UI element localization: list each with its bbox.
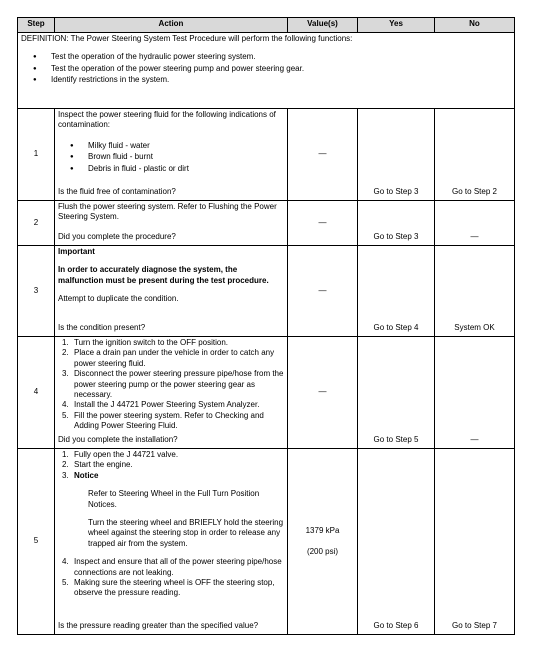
header-row	[18, 18, 515, 33]
no-cell: —	[435, 337, 515, 449]
yes-cell: Go to Step 4	[358, 246, 435, 337]
no-cell: System OK	[435, 246, 515, 337]
action-question: Is the pressure reading greater than the specified value?	[58, 620, 259, 630]
definition-list	[21, 52, 511, 85]
important-label: Important	[58, 247, 95, 256]
list-item: 2. Place a drain pan under the vehicle in order to catch any power steering fluid.	[62, 348, 275, 368]
yes-cell: Go to Step 5	[358, 337, 435, 449]
action-question: Is the fluid free of contamination?	[58, 186, 176, 196]
action-intro: Inspect the power steering fluid for the following indications of contamination:	[58, 110, 276, 130]
no-cell: Go to Step 2	[435, 109, 515, 201]
yes-cell: Go to Step 6	[358, 449, 435, 635]
table-row-step-2	[18, 201, 515, 246]
list-item: 1. Turn the ignition switch to the OFF position.	[62, 338, 228, 347]
list-item: 4. Install the J 44721 Power Steering System Analyzer.	[62, 400, 260, 410]
definition-text: DEFINITION: The Power Steering System Test Procedure will perform the following functions:	[21, 34, 353, 43]
value-cell: —	[288, 337, 358, 449]
step-number: 5	[18, 449, 55, 635]
value-cell: —	[288, 201, 358, 246]
list-item: 5. Making sure the steering wheel is OFF the steering stop, observe the pressure reading.	[62, 577, 275, 598]
diagnostic-table-document	[17, 17, 514, 635]
action-question: Is the condition present?	[58, 322, 146, 332]
value-cell: —	[288, 246, 358, 337]
yes-cell: Go to Step 3	[358, 109, 435, 201]
header-action: Action	[55, 18, 288, 33]
contamination-item: ● Milky fluid - water	[58, 141, 284, 151]
contamination-list	[58, 141, 284, 174]
pressure-psi: (200 psi)	[306, 546, 339, 556]
contamination-item: ● Brown fluid - burnt	[58, 152, 284, 162]
definition-row	[18, 33, 515, 109]
step-number: 2	[18, 201, 55, 246]
step-number: 1	[18, 109, 55, 201]
step-number: 4	[18, 337, 55, 449]
list-item: 5. Fill the power steering system. Refer to Checking and Adding Power Steering Fluid.	[62, 410, 264, 431]
value-cell: —	[288, 109, 358, 201]
header-step: Step	[18, 18, 55, 33]
definition-item: ● Identify restrictions in the system.	[21, 75, 511, 85]
definition-item: ● Test the operation of the hydraulic power steering system.	[21, 52, 511, 62]
header-yes: Yes	[358, 18, 435, 33]
pressure-steps-list	[58, 450, 284, 481]
notice-text: Refer to Steering Wheel in the Full Turn Position Notices.	[88, 489, 260, 509]
header-values: Value(s)	[288, 18, 358, 33]
notice-label: Notice	[74, 470, 99, 480]
pressure-steps-list-continued	[58, 557, 284, 599]
install-steps-list	[58, 338, 284, 432]
action-cell	[55, 449, 288, 635]
step-number: 3	[18, 246, 55, 337]
list-item: 1. Fully open the J 44721 valve.	[62, 450, 179, 459]
list-item: 2. Start the engine.	[62, 460, 133, 470]
action-question: Did you complete the procedure?	[58, 231, 176, 241]
table-row-step-4	[18, 337, 515, 449]
definition-cell	[18, 33, 515, 109]
important-text: In order to accurately diagnose the system, the malfunction must be present during the test procedure.	[58, 265, 269, 285]
table-row-step-5	[18, 449, 515, 635]
value-cell	[288, 449, 358, 635]
action-question: Did you complete the installation?	[58, 434, 178, 444]
table-row-step-1	[18, 109, 515, 201]
contamination-item: ● Debris in fluid - plastic or dirt	[58, 164, 284, 174]
table-row-step-3	[18, 246, 515, 337]
action-cell	[55, 109, 288, 201]
list-item: 3. Notice	[62, 470, 99, 480]
yes-cell: Go to Step 3	[358, 201, 435, 246]
header-no: No	[435, 18, 515, 33]
definition-item: ● Test the operation of the power steering pump and power steering gear.	[21, 64, 511, 74]
action-intro: Attempt to duplicate the condition.	[58, 294, 179, 304]
no-cell: Go to Step 7	[435, 449, 515, 635]
action-cell	[55, 337, 288, 449]
no-cell: —	[435, 201, 515, 246]
pressure-kpa: 1379 kPa	[305, 526, 340, 536]
diagnostic-table	[17, 17, 515, 635]
list-item: 3. Disconnect the power steering pressure pipe/hose from the power steering pump or the power steering gear as necessary.	[62, 369, 284, 399]
action-intro: Flush the power steering system. Refer to Flushing the Power Steering System.	[58, 202, 277, 222]
action-cell	[55, 246, 288, 337]
instruction-text: Turn the steering wheel and BRIEFLY hold the steering wheel against the steering stop in order to release any trapped air from the system.	[88, 517, 284, 548]
list-item: 4. Inspect and ensure that all of the power steering pipe/hose connections are not leaking.	[62, 557, 282, 577]
action-cell	[55, 201, 288, 246]
